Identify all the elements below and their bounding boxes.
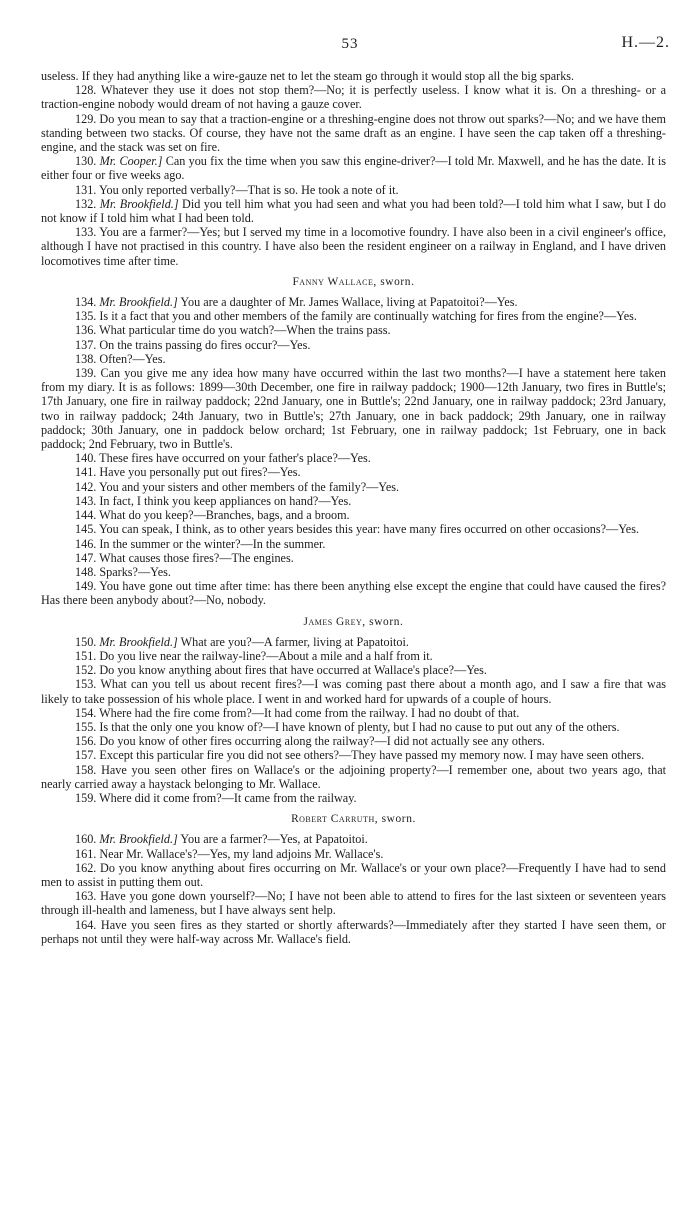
question-answer-text: In the summer or the winter?—In the summer. bbox=[99, 536, 326, 551]
question-answer-text: You only reported verbally?—That is so. He took a note of it. bbox=[98, 182, 399, 197]
question-answer-text: Can you give me any idea how many have occurred within the last two months?—I have a statement here taken from my diary. It is as follows: 1899—30th December, one fire in railway paddock; 1900—12th January, two fires in Buttle's; 17th January, one fire in railway paddock; 22nd January, one in Buttle's; 22nd January, one in railway paddock; 23rd January, two in railway paddock; 24th January, two in Buttle's; 27th January, one in back paddock; 29th January, one in railway paddock; 30th January, one in paddock below orchard; 1st February, one in railway paddock; 1st February, one in back paddock; 2nd February, two in Buttle's. bbox=[41, 366, 666, 452]
question-number: 128. bbox=[75, 83, 97, 98]
question-paragraph bbox=[41, 338, 666, 352]
question-paragraph bbox=[41, 197, 666, 225]
question-paragraph bbox=[41, 847, 666, 861]
question-paragraph bbox=[41, 323, 666, 337]
examiner-name: Mr. Brookfield.] bbox=[99, 634, 178, 649]
question-number: 162. bbox=[75, 860, 97, 875]
question-answer-text: You are a daughter of Mr. James Wallace, living at Papatoitoi?—Yes. bbox=[180, 295, 518, 310]
question-paragraph bbox=[41, 861, 666, 889]
question-number: 136. bbox=[75, 323, 97, 338]
question-number: 158. bbox=[75, 762, 97, 777]
question-number: 135. bbox=[75, 309, 97, 324]
question-answer-text: What are you?—A farmer, living at Papatoitoi. bbox=[180, 634, 409, 649]
question-number: 155. bbox=[75, 719, 97, 734]
question-number: 141. bbox=[75, 465, 97, 480]
question-paragraph bbox=[41, 352, 666, 366]
witness-sworn: , sworn. bbox=[373, 275, 415, 288]
question-answer-text: Did you tell him what you had seen and what you had been told?—I told him what I saw, but I do not know if I told him what I had been told. bbox=[41, 196, 666, 226]
question-answer-text: Can you fix the time when you saw this engine-driver?—I told Mr. Maxwell, and he has the date. It is either four or five weeks ago. bbox=[41, 154, 666, 183]
question-number: 134. bbox=[75, 295, 97, 310]
page-number: 53 bbox=[341, 36, 359, 52]
question-paragraph bbox=[41, 748, 666, 762]
question-paragraph bbox=[41, 537, 666, 551]
question-paragraph bbox=[41, 309, 666, 323]
witness-heading bbox=[41, 615, 666, 629]
examiner-name: Mr. Brookfield.] bbox=[99, 832, 178, 847]
question-number: 139. bbox=[75, 366, 97, 381]
question-answer-text: Do you live near the railway-line?—About a mile and a half from it. bbox=[99, 648, 433, 663]
question-number: 163. bbox=[75, 889, 97, 904]
question-number: 156. bbox=[75, 734, 97, 749]
question-answer-text: What can you tell us about recent fires?—I was coming past there about a month ago, and I saw a fire that was likely to take possession of his whole place. I went in and worked hard for upwards of a couple of hours. bbox=[41, 677, 667, 706]
question-paragraph bbox=[41, 154, 666, 182]
question-answer-text: Have you gone down yourself?—No; I have not been able to attend to fires for the last sixteen or seventeen years through ill-health and lameness, but I have always sent help. bbox=[41, 889, 666, 918]
question-number: 154. bbox=[75, 705, 97, 720]
question-number: 161. bbox=[75, 846, 97, 861]
continuation-paragraph: useless. If they had anything like a wire-gauze net to let the steam go through it would stop all the big sparks. bbox=[41, 69, 575, 83]
question-paragraph bbox=[41, 522, 666, 536]
question-number: 159. bbox=[75, 790, 97, 805]
question-answer-text: On the trains passing do fires occur?—Yes. bbox=[99, 337, 311, 352]
question-number: 148. bbox=[75, 564, 97, 579]
witness-name: Robert Carruth bbox=[291, 813, 375, 826]
question-paragraph bbox=[41, 763, 666, 791]
question-paragraph bbox=[41, 83, 666, 111]
question-answer-text: Often?—Yes. bbox=[99, 351, 166, 366]
question-answer-text: Where did it come from?—It came from the railway. bbox=[99, 790, 357, 805]
question-number: 142. bbox=[75, 479, 97, 494]
question-paragraph bbox=[41, 918, 666, 946]
question-answer-text: Do you know anything about fires that have occurred at Wallace's place?—Yes. bbox=[99, 663, 487, 678]
question-paragraph bbox=[41, 734, 666, 748]
question-number: 137. bbox=[75, 337, 97, 352]
question-paragraph bbox=[41, 579, 666, 607]
examiner-name: Mr. Cooper.] bbox=[99, 154, 163, 169]
question-paragraph bbox=[41, 112, 666, 155]
question-number: 150. bbox=[75, 634, 97, 649]
question-paragraph bbox=[41, 508, 666, 522]
question-number: 160. bbox=[75, 832, 97, 847]
witness-heading bbox=[41, 275, 666, 289]
question-answer-text: Do you know anything about fires occurring on Mr. Wallace's or your own place?—Frequently I have had to send men to assist in putting them out. bbox=[41, 860, 666, 889]
question-number: 132. bbox=[75, 196, 97, 211]
question-answer-text: You are a farmer?—Yes, at Papatoitoi. bbox=[180, 832, 368, 847]
question-answer-text: These fires have occurred on your father's place?—Yes. bbox=[99, 451, 371, 466]
question-number: 138. bbox=[75, 351, 97, 366]
question-answer-text: Have you seen fires as they started or shortly afterwards?—Immediately after they started I have seen them, or perhaps not until they were half-way across Mr. Wallace's field. bbox=[41, 917, 666, 946]
question-number: 157. bbox=[75, 748, 97, 763]
question-number: 145. bbox=[75, 522, 97, 537]
question-number: 131. bbox=[75, 182, 97, 197]
question-paragraph bbox=[41, 465, 666, 479]
question-paragraph bbox=[41, 451, 666, 465]
question-paragraph bbox=[41, 494, 666, 508]
question-answer-text: Except this particular fire you did not see others?—They have passed my memory now. I may have seen others. bbox=[99, 748, 645, 763]
examiner-name: Mr. Brookfield.] bbox=[99, 196, 179, 211]
question-paragraph bbox=[41, 635, 666, 649]
question-answer-text: Do you know of other fires occurring along the railway?—I did not actually see any others. bbox=[99, 734, 545, 749]
testimony-body bbox=[41, 69, 666, 946]
question-answer-text: You have gone out time after time: has there been anything else except the engine that could have caused the fires? Has there been anybody about?—No, nobody. bbox=[41, 579, 666, 608]
question-answer-text: What do you keep?—Branches, bags, and a broom. bbox=[99, 508, 350, 523]
question-paragraph bbox=[41, 225, 666, 268]
question-answer-text: What causes those fires?—The engines. bbox=[99, 550, 294, 565]
question-number: 129. bbox=[75, 111, 97, 126]
question-answer-text: Whatever they use it does not stop them?—No; it is perfectly useless. I know what it is. On a threshing- or a traction-engine nobody would dream of not having a gauze cover. bbox=[41, 83, 666, 112]
question-paragraph bbox=[41, 663, 666, 677]
question-number: 144. bbox=[75, 508, 97, 523]
question-number: 146. bbox=[75, 536, 97, 551]
question-paragraph bbox=[41, 720, 666, 734]
witness-name: James Grey bbox=[303, 615, 363, 628]
question-paragraph bbox=[41, 649, 666, 663]
question-number: 151. bbox=[75, 648, 97, 663]
question-answer-text: Is it a fact that you and other members of the family are continually watching for fires from the engine?—Yes. bbox=[99, 309, 637, 324]
question-paragraph bbox=[41, 366, 666, 451]
question-number: 152. bbox=[75, 663, 97, 678]
question-paragraph bbox=[41, 480, 666, 494]
question-answer-text: Do you mean to say that a traction-engine or a threshing-engine does not throw out sparks?—No; and we have them standing between two stacks. Of course, they have not the same draft as an engine. I have seen the cap taken off a threshing-engine, and the stack was set on fire. bbox=[41, 111, 667, 155]
question-paragraph bbox=[41, 832, 666, 846]
witness-sworn: , sworn. bbox=[362, 615, 404, 628]
question-number: 130. bbox=[75, 154, 97, 169]
question-number: 133. bbox=[75, 225, 97, 240]
witness-heading bbox=[41, 812, 666, 826]
question-answer-text: You and your sisters and other members of the family?—Yes. bbox=[98, 479, 400, 494]
question-number: 153. bbox=[75, 677, 97, 692]
question-paragraph bbox=[41, 677, 666, 705]
question-answer-text: In fact, I think you keep appliances on hand?—Yes. bbox=[99, 493, 352, 508]
question-paragraph bbox=[41, 565, 666, 579]
question-number: 147. bbox=[75, 550, 97, 565]
question-answer-text: Have you seen other fires on Wallace's or the adjoining property?—I remember one, about two years ago, that nearly carried away a haystack belonging to Mr. Wallace. bbox=[41, 762, 666, 791]
question-number: 140. bbox=[75, 451, 97, 466]
document-reference: H.—2. bbox=[621, 34, 670, 51]
question-answer-text: Where had the fire come from?—It had come from the railway. I had no doubt of that. bbox=[99, 705, 520, 720]
question-answer-text: Is that the only one you know of?—I have known of plenty, but I had no cause to put out any of the others. bbox=[99, 719, 620, 734]
question-answer-text: You are a farmer?—Yes; but I served my time in a locomotive foundry. I have also been in a civil engineer's office, although I have not practised in this country. I have also been the resident engineer on a railway in England, and I have driven locomotives time after time. bbox=[41, 225, 666, 268]
question-paragraph bbox=[41, 183, 666, 197]
question-paragraph bbox=[41, 889, 666, 917]
question-paragraph bbox=[41, 551, 666, 565]
witness-name: Fanny Wallace bbox=[292, 275, 374, 288]
question-paragraph bbox=[41, 706, 666, 720]
question-answer-text: Near Mr. Wallace's?—Yes, my land adjoins Mr. Wallace's. bbox=[99, 846, 384, 861]
question-number: 143. bbox=[75, 493, 97, 508]
question-paragraph bbox=[41, 791, 666, 805]
question-answer-text: Sparks?—Yes. bbox=[99, 564, 171, 579]
examiner-name: Mr. Brookfield.] bbox=[99, 295, 178, 310]
question-answer-text: Have you personally put out fires?—Yes. bbox=[99, 465, 301, 480]
question-paragraph bbox=[41, 295, 666, 309]
question-number: 164. bbox=[75, 917, 97, 932]
witness-sworn: , sworn. bbox=[374, 813, 416, 826]
question-answer-text: You can speak, I think, as to other years besides this year: have many fires occurred on other occasions?—Yes. bbox=[98, 522, 639, 537]
question-answer-text: What particular time do you watch?—When the trains pass. bbox=[99, 323, 391, 338]
question-number: 149. bbox=[75, 579, 97, 594]
